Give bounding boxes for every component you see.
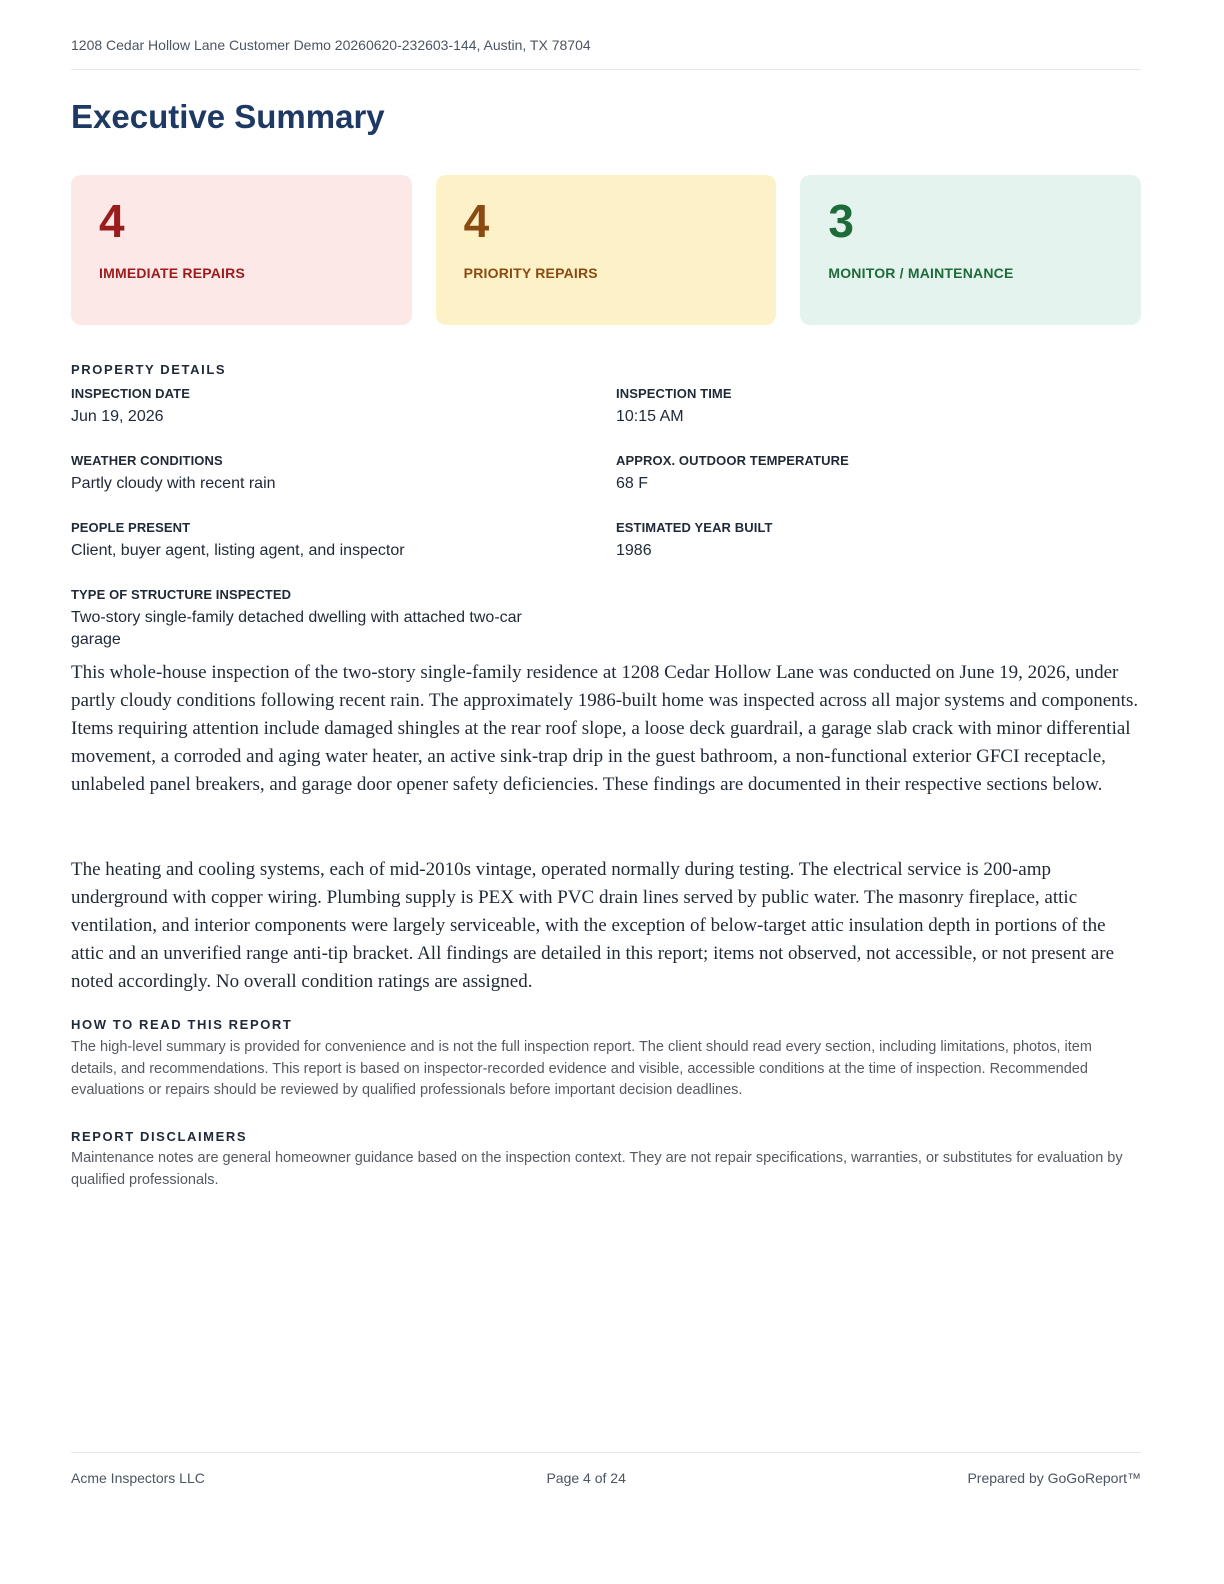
structure-type [71,587,561,651]
footer-divider [71,1452,1141,1453]
summary-paragraph: The heating and cooling systems, each of mid-2010s vintage, operated normally during testing. The electrical service is 200-amp underground with copper wiring. Plumbing supply is PEX with PVC drain lines served by public water. The masonry fireplace, attic ventilation, and interior components were largely serviceable, with the exception of below-target attic insulation depth in portions of the attic and an unverified range anti-tip bracket. All findings are detailed in this report; items not observed, not accessible, or not present are noted accordingly. No overall condition ratings are assigned. [71,859,1115,992]
footer-company: Acme Inspectors LLC [71,1470,205,1486]
summary-cards [71,175,1141,325]
footer-prepared-by: Prepared by GoGoReport™ [967,1470,1141,1486]
year-built [616,520,1116,562]
weather-conditions-value: Partly cloudy with recent rain [71,475,276,492]
priority-repairs-card [436,175,777,325]
page-header-address: 1208 Cedar Hollow Lane Customer Demo 20260620-232603-144, Austin, TX 78704 [71,37,1141,70]
inspection-date-value: Jun 19, 2026 [71,408,164,425]
page-footer [71,1470,1141,1486]
outdoor-temperature-label: APPROX. OUTDOOR TEMPERATURE [616,453,849,468]
inspection-date [71,386,571,428]
page-title: Executive Summary [71,98,385,135]
disclaimers-text: Maintenance notes are general homeowner guidance based on the inspection context. They are not repair specifications, warranties, or substitutes for evaluation by qualified professionals. [71,1150,1123,1188]
immediate-repairs-card [71,175,412,325]
weather-conditions [71,453,571,495]
summary-paragraph: This whole-house inspection of the two-story single-family residence at 1208 Cedar Hollow Lane was conducted on June 19, 2026, under partly cloudy conditions following recent rain. The approximately 1986-built home was inspected across all major systems and components. Items requiring attention include damaged shingles at the rear roof slope, a loose deck guardrail, a garage slab crack with minor differential movement, a corroded and aging water heater, an active sink-trap drip in the guest bathroom, a non-functional exterior GFCI receptacle, unlabeled panel breakers, and garage door opener safety deficiencies. These findings are documented in their respective sections below. [71,662,1139,795]
immediate-repairs-label: IMMEDIATE REPAIRS [99,265,245,281]
outdoor-temperature-value: 68 F [616,475,649,492]
structure-type-label: TYPE OF STRUCTURE INSPECTED [71,587,292,602]
inspection-time [616,386,1116,428]
how-to-read-heading: HOW TO READ THIS REPORT [71,1017,293,1032]
disclaimers-heading: REPORT DISCLAIMERS [71,1129,248,1144]
property-details-heading: PROPERTY DETAILS [71,362,227,377]
inspection-time-label: INSPECTION TIME [616,386,732,401]
people-present [71,520,571,562]
year-built-value: 1986 [616,542,652,559]
structure-type-value: Two-story single-family detached dwelling with attached two-car garage [71,609,522,648]
outdoor-temperature [616,453,1116,495]
year-built-label: ESTIMATED YEAR BUILT [616,520,773,535]
immediate-repairs-count: 4 [99,195,125,247]
inspection-date-label: INSPECTION DATE [71,386,190,401]
people-present-label: PEOPLE PRESENT [71,520,191,535]
monitor-maintenance-label: MONITOR / MAINTENANCE [828,265,1014,281]
people-present-value: Client, buyer agent, listing agent, and inspector [71,542,405,559]
monitor-maintenance-card [800,175,1141,325]
monitor-maintenance-count: 3 [828,195,854,247]
weather-conditions-label: WEATHER CONDITIONS [71,453,223,468]
inspection-time-value: 10:15 AM [616,408,684,425]
priority-repairs-label: PRIORITY REPAIRS [463,265,598,281]
footer-page-number: Page 4 of 24 [546,1470,626,1486]
priority-repairs-count: 4 [463,195,490,247]
how-to-read-text: The high-level summary is provided for convenience and is not the full inspection report. The client should read every section, including limitations, photos, item details, and recommendations. This report is based on inspector-recorded evidence and visible, accessible conditions at the time of inspection. Recommended evaluations or repairs should be reviewed by qualified professionals before important decision deadlines. [71,1039,1092,1098]
